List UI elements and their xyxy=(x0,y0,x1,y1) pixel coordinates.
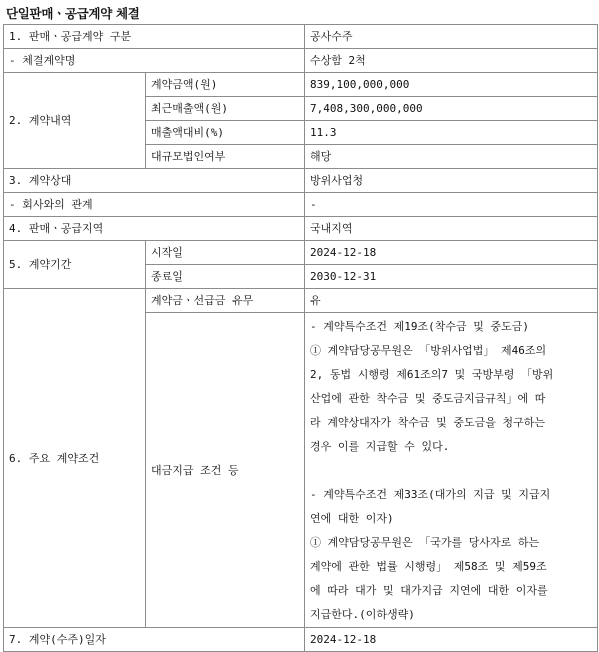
row-value-region: 국내지역 xyxy=(305,217,598,241)
value-end-date: 2030-12-31 xyxy=(305,265,598,289)
row-label-contract-period: 5. 계약기간 xyxy=(4,241,146,289)
contract-table xyxy=(3,24,598,652)
table-row xyxy=(4,241,598,265)
sub-label-recent-sales: 최근매출액(원) xyxy=(146,97,305,121)
sub-label-sales-ratio: 매출액대비(%) xyxy=(146,121,305,145)
row-value-relationship: - xyxy=(305,193,598,217)
sub-label-payment-terms: 대금지급 조건 등 xyxy=(146,313,305,628)
row-label-relationship: - 회사와의 관계 xyxy=(4,193,305,217)
value-payment-terms: - 계약특수조건 제19조(착수금 및 중도금) ① 계약담당공무원은 「방위사업법」 제46조의 2, 동법 시행령 제61조의7 및 국방부령 「방위 산업에 관한 착수금 및 중도금지급규칙」에 따 라 계약상대자가 착수금 및 중도금을 청구하는 경우 이를 지급할 수 있다. - 계약특수조건 제33조(대가의 지급 및 지급지 연에 대한 이자) ① 계약담당공무원은 「국가를 당사자로 하는 계약에 관한 법률 시행령」 제58조 및 제59조 에 따라 대가 및 대가지급 지연에 대한 이자를 지급한다.(이하생략) xyxy=(305,313,598,628)
row-label-main-terms: 6. 주요 계약조건 xyxy=(4,289,146,628)
value-large-corp: 해당 xyxy=(305,145,598,169)
sub-label-start-date: 시작일 xyxy=(146,241,305,265)
table-row xyxy=(4,217,598,241)
table-row xyxy=(4,193,598,217)
row-value-counterparty: 방위사업청 xyxy=(305,169,598,193)
sub-label-end-date: 종료일 xyxy=(146,265,305,289)
value-sales-ratio: 11.3 xyxy=(305,121,598,145)
sub-label-contract-amount: 계약금액(원) xyxy=(146,73,305,97)
row-label-contract-date: 7. 계약(수주)일자 xyxy=(4,628,305,652)
row-value-contract-type: 공사수주 xyxy=(305,25,598,49)
sub-label-large-corp: 대규모법인여부 xyxy=(146,145,305,169)
row-value-contract-date: 2024-12-18 xyxy=(305,628,598,652)
row-value-contract-name: 수상함 2척 xyxy=(305,49,598,73)
row-label-region: 4. 판매ㆍ공급지역 xyxy=(4,217,305,241)
sub-label-advance-payment: 계약금ㆍ선급금 유무 xyxy=(146,289,305,313)
row-label-contract-name: - 체결계약명 xyxy=(4,49,305,73)
table-row xyxy=(4,25,598,49)
page-title: 단일판매ㆍ공급계약 체결 xyxy=(6,6,140,21)
table-row xyxy=(4,289,598,313)
table-row xyxy=(4,169,598,193)
value-start-date: 2024-12-18 xyxy=(305,241,598,265)
table-row xyxy=(4,73,598,97)
value-contract-amount: 839,100,000,000 xyxy=(305,73,598,97)
value-recent-sales: 7,408,300,000,000 xyxy=(305,97,598,121)
row-label-contract-details: 2. 계약내역 xyxy=(4,73,146,169)
value-advance-payment: 유 xyxy=(305,289,598,313)
row-label-counterparty: 3. 계약상대 xyxy=(4,169,305,193)
row-label-contract-type: 1. 판매ㆍ공급계약 구분 xyxy=(4,25,305,49)
table-row xyxy=(4,628,598,652)
table-row xyxy=(4,49,598,73)
